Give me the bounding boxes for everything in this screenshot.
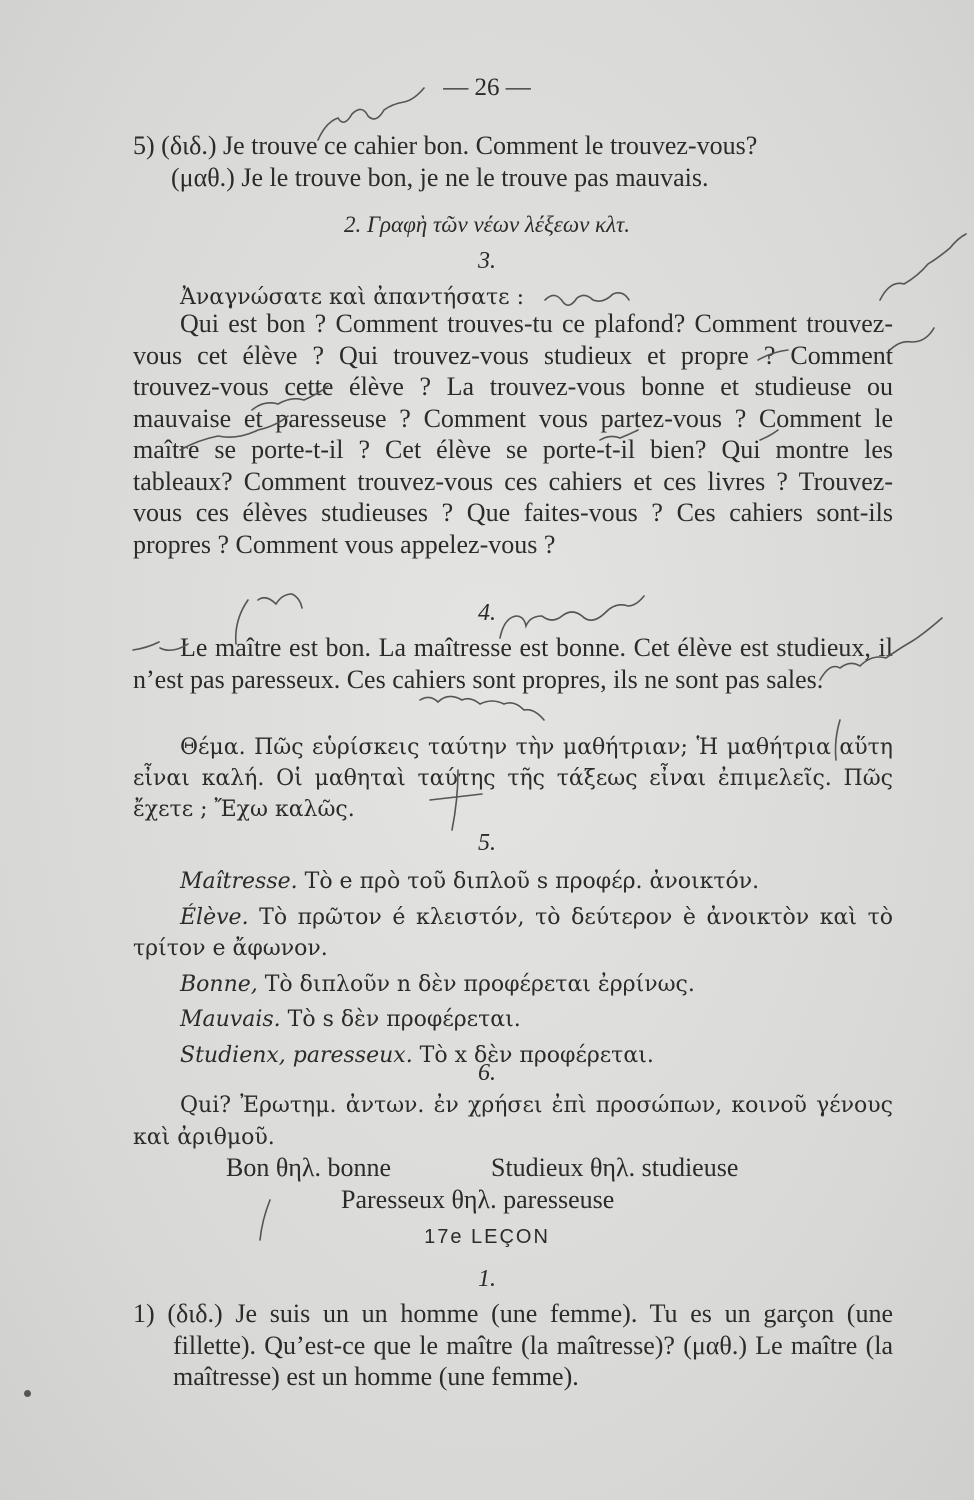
section-number-1: 1.	[478, 1266, 496, 1292]
paragraph-4: Le maître est bon. La maîtresse est bonne. Cet élève est studieux, il n’est pas paresseux. Ces cahiers sont propres, ils ne sont pas sales.	[133, 633, 893, 694]
dialogue-line-2: (μαθ.) Je le trouve bon, je ne le trouve pas mauvais.	[171, 162, 709, 192]
note-text: Τὸ διπλοῦν n δὲν προφέρεται ἐρρίνως.	[257, 971, 695, 997]
theme-paragraph: Θέμα. Πῶς εὑρίσκεις ταύτην τὴν μαθήτριαν; Ἡ μαθήτρια αὕτη εἶναι καλή. Οἱ μαθηταὶ ταύτης τῆς τάξεως εἶναι ἐπιμελεῖς. Πῶς ἔχετε ; Ἔχω καλῶς.	[133, 735, 893, 822]
note-text: Τὸ πρῶτον é κλειστόν, τὸ δεύτερον è ἀνοικτὸν καὶ τὸ τρίτον e ἄφωνον.	[133, 904, 893, 961]
note-term: Élève.	[180, 904, 249, 930]
section-heading-2: 2. Γραφὴ τῶν νέων λέξεων κλτ.	[343, 212, 631, 237]
section-number-5: 5.	[478, 830, 496, 856]
section-number-3: 3.	[478, 248, 496, 274]
adjective-bon: Bon θηλ. bonne	[226, 1153, 392, 1182]
note-text: Τὸ e πρὸ τοῦ διπλοῦ s προφέρ. ἀνοικτόν.	[297, 869, 760, 894]
adjective-studieux: Studieux θηλ. studieuse	[491, 1153, 739, 1182]
note-term: Mauvais.	[180, 1007, 281, 1032]
lesson-title: 17e LEÇON	[424, 1226, 550, 1248]
section-number-6: 6.	[478, 1060, 496, 1086]
paragraph-last: 1) (διδ.) Je suis un un homme (une femme). Tu es un garçon (une fillette). Qu’est-ce que le maître (la maîtresse)? (μαθ.) Le maître (la maîtresse) est un homme (une femme).	[133, 1299, 893, 1391]
note-text: Τὸ x δὲν προφέρεται.	[412, 1042, 654, 1068]
paragraph-3: Qui est bon ? Comment trouves-tu ce plafond? Comment trouvez-vous cet élève ? Qui trouvez-vous studieux et propre ? Comment trouvez-vous cette élève ? La trouvez-vous bonne et studieuse ou mauvaise et paresseuse ? Comment vous partez-vous ? Comment le maître se porte-t-il ? Cet élève se porte-t-il bien? Qui montre les tableaux? Comment trouvez-vous ces cahiers et ces livres ? Trouvez-vous ces élèves studieuses ? Que faites-vous ? Ces cahiers sont-ils propres ? Comment vous appelez-vous ?	[133, 309, 893, 559]
page-number: — 26 —	[443, 74, 531, 101]
paragraph-6: Qui? Ἐρωτημ. ἀντων. ἐν χρήσει ἐπὶ προσώπων, κοινοῦ γένους καὶ ἀριθμοῦ.	[133, 1093, 893, 1150]
note-term: Maîtresse.	[180, 869, 298, 894]
instruction-3: Ἀναγνώσατε καὶ ἀπαντήσατε :	[180, 285, 524, 310]
section-number-4: 4.	[478, 600, 496, 626]
ink-dot	[24, 1390, 31, 1397]
note-term: Bonne,	[180, 971, 258, 997]
note-term: Studienx, paresseux.	[180, 1042, 413, 1068]
note-text: Τὸ s δὲν προφέρεται.	[280, 1007, 521, 1032]
adjective-paresseux: Paresseux θηλ. paresseuse	[341, 1185, 615, 1214]
dialogue-line-1: 5) (διδ.) Je trouve ce cahier bon. Comment le trouvez-vous?	[133, 131, 758, 160]
